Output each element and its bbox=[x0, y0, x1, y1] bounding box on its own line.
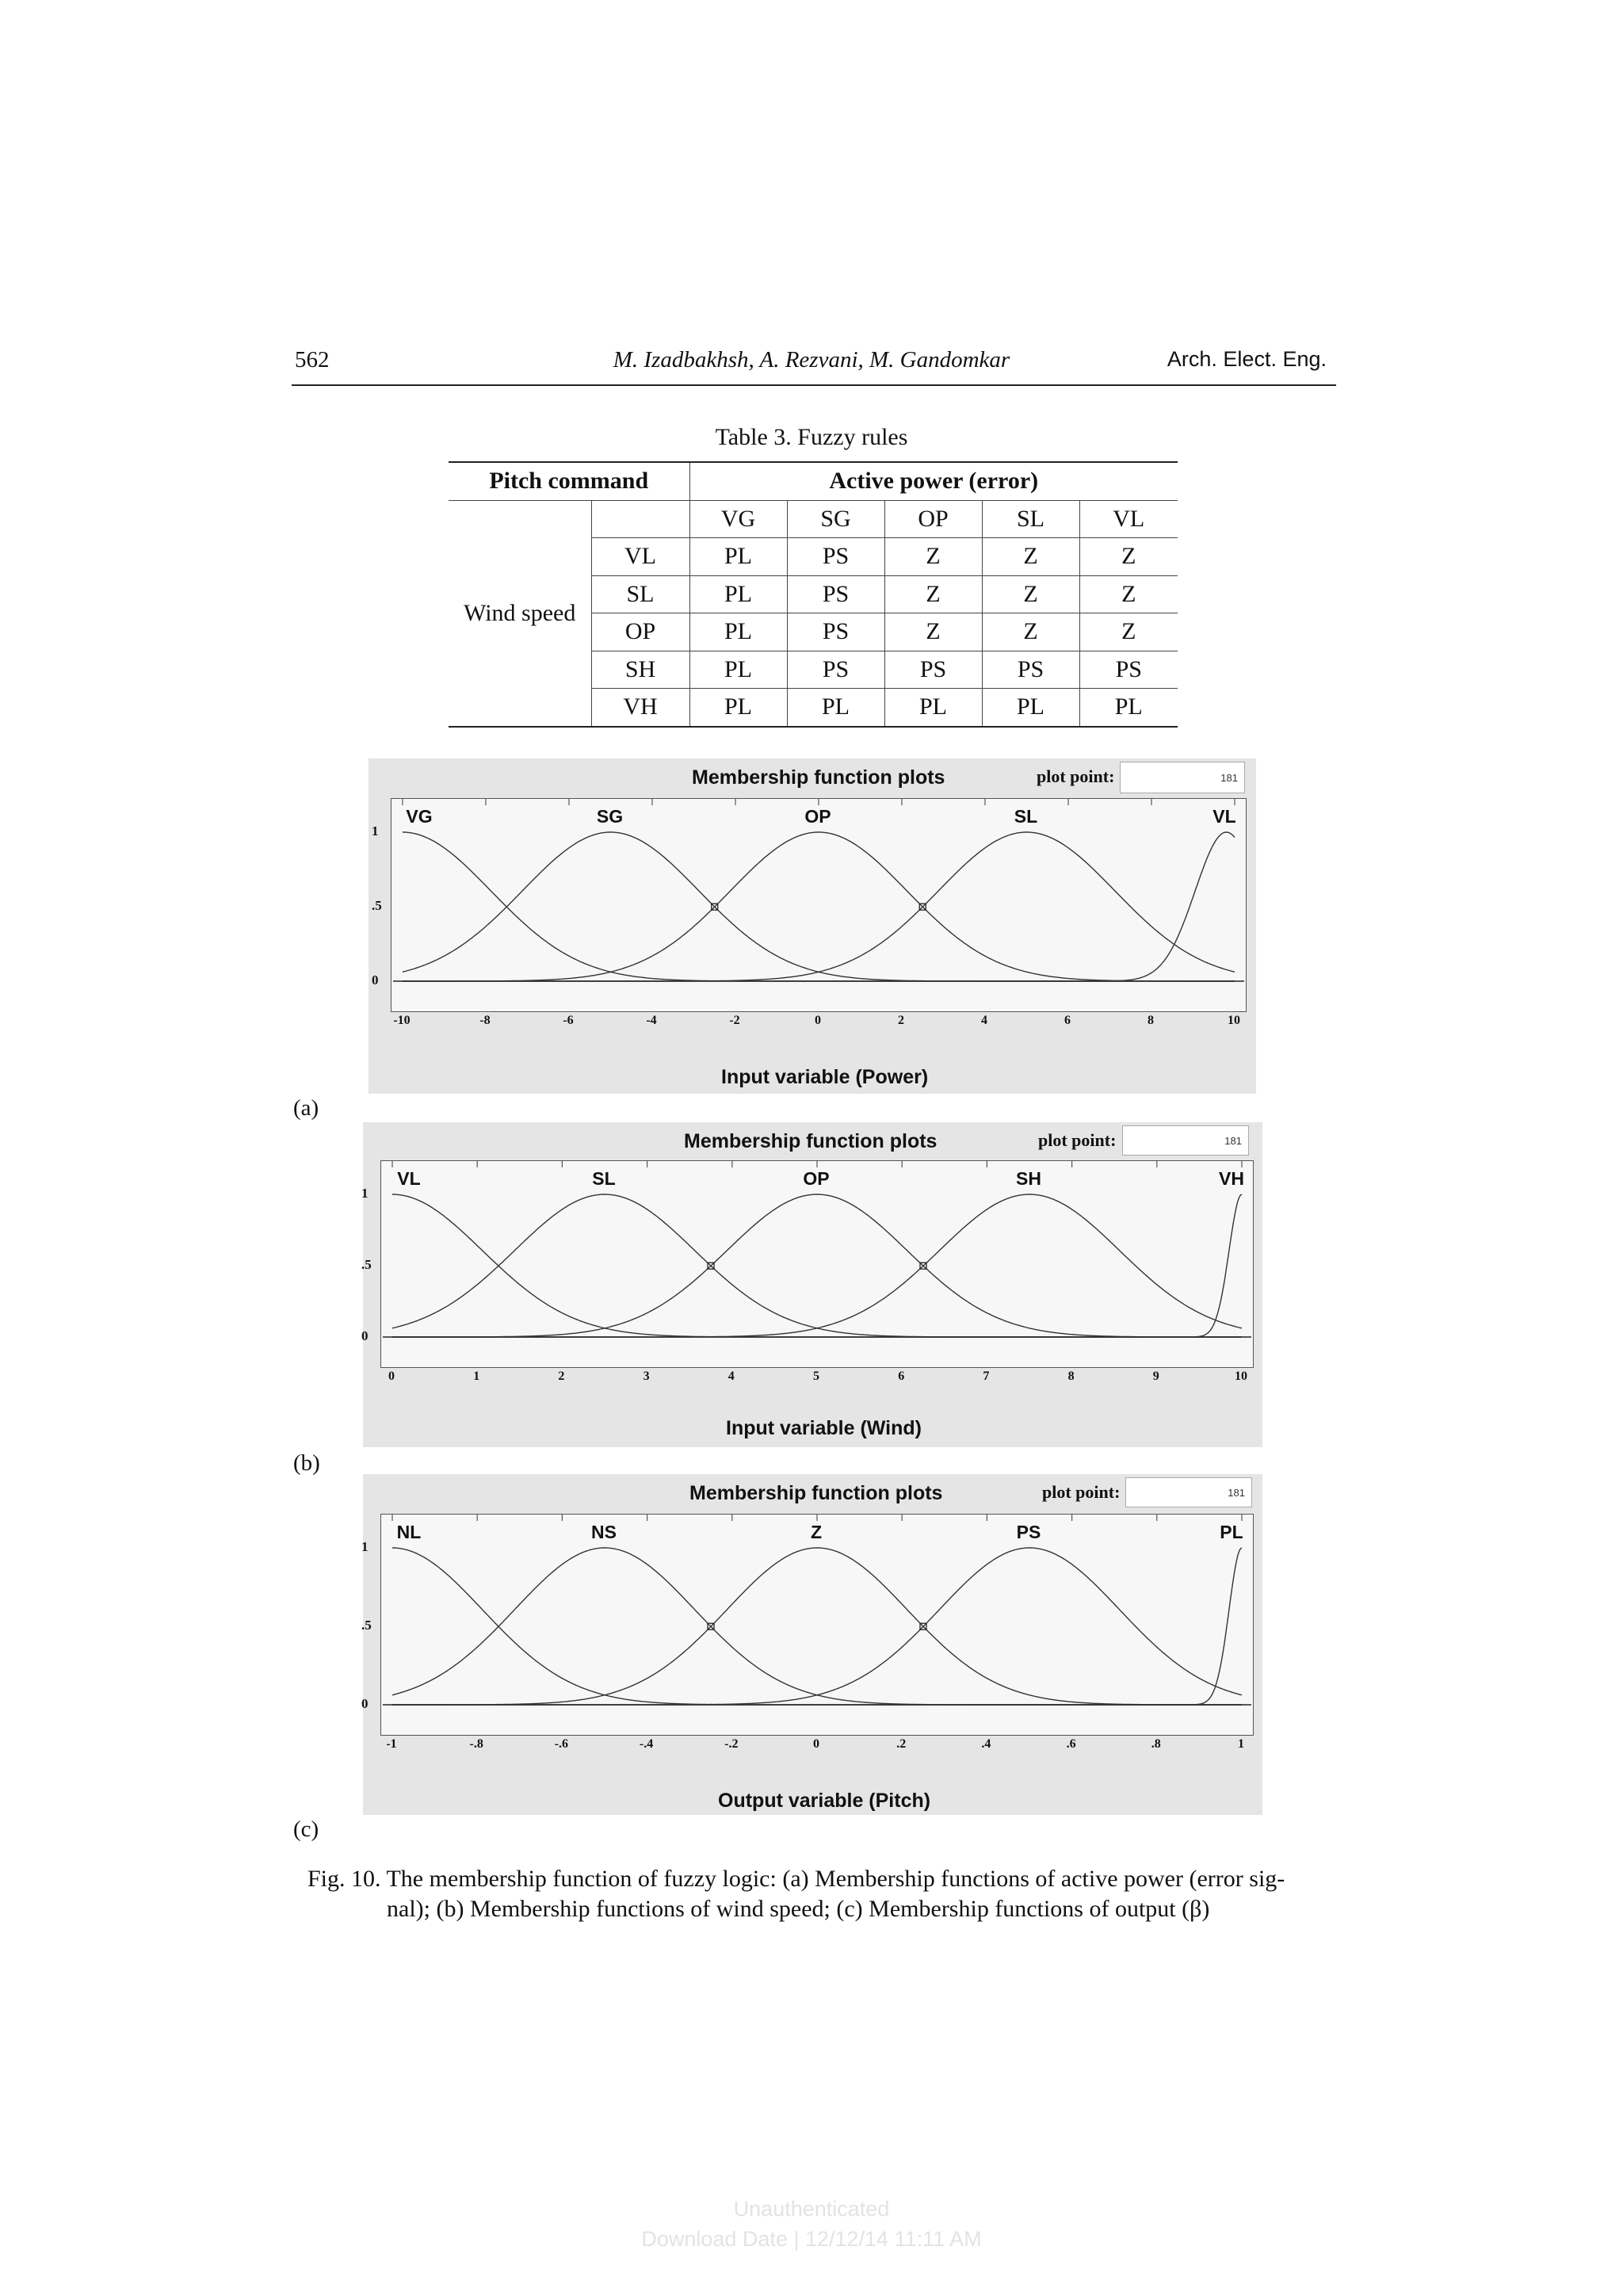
mf-panel-wind bbox=[363, 1122, 1262, 1447]
table-cell: PL bbox=[689, 689, 787, 727]
panel-title: Membership function plots bbox=[689, 1482, 943, 1504]
corner-header: Pitch command bbox=[449, 462, 689, 500]
column-header: VG bbox=[689, 500, 787, 538]
table-cell: PL bbox=[1079, 689, 1178, 727]
mf-label-vl: VL bbox=[397, 1168, 421, 1189]
mf-curves-svg bbox=[391, 799, 1246, 1011]
plot-area bbox=[380, 1514, 1254, 1736]
mf-curve-vh bbox=[392, 1194, 1242, 1337]
watermark-line: Download Date | 12/12/14 11:11 AM bbox=[641, 2227, 982, 2251]
table-cell: PS bbox=[884, 651, 982, 689]
mf-curve-sl bbox=[392, 1194, 1242, 1337]
mf-curve-sl bbox=[403, 832, 1235, 981]
watermark-line: Unauthenticated bbox=[733, 2197, 890, 2221]
table-cell: PL bbox=[689, 651, 787, 689]
mf-panel-pitch bbox=[363, 1474, 1262, 1815]
caption-line: nal); (b) Membership functions of wind speed; (c) Membership functions of output (β) bbox=[387, 1896, 1210, 1922]
mf-curve-vl bbox=[403, 832, 1235, 981]
x-tick-label: 10 bbox=[1228, 1014, 1240, 1027]
column-header: OP bbox=[884, 500, 982, 538]
x-tick-label: 5 bbox=[813, 1370, 819, 1383]
table-cell: PS bbox=[787, 538, 884, 576]
x-tick-label: 9 bbox=[1152, 1370, 1159, 1383]
row-label: OP bbox=[591, 613, 689, 651]
x-tick-label: 6 bbox=[1064, 1014, 1071, 1027]
table-cell: PS bbox=[1079, 651, 1178, 689]
table-cell: Z bbox=[982, 538, 1079, 576]
panel-title: Membership function plots bbox=[692, 766, 945, 789]
x-tick-label: 7 bbox=[983, 1370, 990, 1383]
table-cell: Z bbox=[884, 575, 982, 613]
x-tick-label: -10 bbox=[393, 1014, 411, 1027]
y-tick-label: .5 bbox=[361, 1618, 372, 1633]
mf-label-op: OP bbox=[804, 806, 831, 827]
plot-point-field[interactable]: 181 bbox=[1122, 1125, 1249, 1156]
running-authors: M. Izadbakhsh, A. Rezvani, M. Gandomkar bbox=[613, 347, 1010, 372]
table-cell: Z bbox=[982, 613, 1079, 651]
x-tick-label: .2 bbox=[896, 1737, 907, 1751]
x-tick-label: -.6 bbox=[554, 1737, 569, 1751]
empty-cell bbox=[591, 500, 689, 538]
column-header: SG bbox=[787, 500, 884, 538]
x-tick-label: -8 bbox=[479, 1014, 491, 1027]
mf-curves-svg bbox=[381, 1515, 1253, 1735]
mf-label-sh: SH bbox=[1016, 1168, 1041, 1189]
table-cell: PS bbox=[787, 613, 884, 651]
x-tick-label: -.8 bbox=[469, 1737, 483, 1751]
table-cell: Z bbox=[982, 575, 1079, 613]
plot-point-label: plot point: bbox=[1037, 766, 1115, 786]
plot-area bbox=[391, 798, 1247, 1012]
table-cell: PL bbox=[689, 613, 787, 651]
x-tick-label: 8 bbox=[1067, 1370, 1075, 1383]
x-tick-label: 1 bbox=[1238, 1737, 1244, 1751]
x-tick-label: 1 bbox=[473, 1370, 480, 1383]
table-title: Table 3. Fuzzy rules bbox=[715, 424, 908, 450]
figure-caption bbox=[307, 1864, 1338, 1924]
table-cell: PS bbox=[787, 651, 884, 689]
mf-curve-z bbox=[392, 1548, 1242, 1705]
mf-curve-vg bbox=[403, 832, 1235, 981]
mf-label-sl: SL bbox=[1014, 806, 1038, 827]
mf-label-pl: PL bbox=[1220, 1522, 1243, 1542]
table-cell: PS bbox=[787, 575, 884, 613]
x-tick-label: -.4 bbox=[639, 1737, 654, 1751]
mf-label-vl: VL bbox=[1212, 806, 1236, 827]
mf-curve-pl bbox=[392, 1548, 1242, 1705]
y-tick-label: .5 bbox=[372, 898, 382, 913]
mf-curve-op bbox=[392, 1194, 1242, 1337]
mf-panel-power bbox=[369, 758, 1256, 1094]
mf-label-vh: VH bbox=[1219, 1168, 1244, 1189]
table-cell: Z bbox=[1079, 538, 1178, 576]
x-tick-label: 4 bbox=[981, 1014, 987, 1027]
x-tick-label: 2 bbox=[898, 1014, 904, 1027]
table-cell: PL bbox=[884, 689, 982, 727]
y-tick-label: 0 bbox=[372, 972, 379, 988]
header-rule bbox=[292, 384, 1336, 386]
plot-point-field[interactable]: 181 bbox=[1120, 762, 1245, 793]
x-tick-label: -2 bbox=[729, 1014, 740, 1027]
mf-curve-ns bbox=[392, 1548, 1242, 1705]
plot-point-label: plot point: bbox=[1042, 1482, 1121, 1502]
x-tick-label: 0 bbox=[813, 1737, 819, 1751]
mf-curve-vl bbox=[392, 1194, 1242, 1337]
mf-label-nl: NL bbox=[396, 1522, 422, 1542]
x-tick-label: .6 bbox=[1066, 1737, 1076, 1751]
plot-point-field[interactable]: 181 bbox=[1125, 1477, 1252, 1507]
x-axis-label: Output variable (Pitch) bbox=[718, 1790, 931, 1812]
mf-curve-op bbox=[403, 832, 1235, 981]
y-tick-label: .5 bbox=[361, 1257, 372, 1272]
subfigure-label: (b) bbox=[293, 1450, 320, 1476]
table-cell: Z bbox=[884, 613, 982, 651]
table-cell: Z bbox=[1079, 613, 1178, 651]
row-label: SH bbox=[591, 651, 689, 689]
download-watermark bbox=[0, 2194, 1623, 2254]
x-tick-label: -.2 bbox=[724, 1737, 739, 1751]
x-tick-label: 6 bbox=[898, 1370, 905, 1383]
row-label: SL bbox=[591, 575, 689, 613]
y-tick-label: 1 bbox=[372, 823, 379, 839]
journal-name: Arch. Elect. Eng. bbox=[1167, 347, 1327, 371]
caption-line: Fig. 10. The membership function of fuzzy logic: (a) Membership functions of active power (error sig- bbox=[307, 1866, 1285, 1892]
table-cell: PL bbox=[982, 689, 1079, 727]
column-header: VL bbox=[1079, 500, 1178, 538]
column-group-header: Active power (error) bbox=[689, 462, 1178, 500]
x-tick-label: 0 bbox=[388, 1370, 395, 1383]
x-tick-label: 3 bbox=[643, 1370, 650, 1383]
y-tick-label: 0 bbox=[361, 1696, 369, 1711]
mf-label-op: OP bbox=[803, 1168, 830, 1189]
mf-label-ps: PS bbox=[1016, 1522, 1041, 1542]
table-cell: PL bbox=[689, 575, 787, 613]
subfigure-label: (a) bbox=[293, 1095, 319, 1121]
mf-curves-svg bbox=[381, 1161, 1253, 1367]
table-cell: PL bbox=[689, 538, 787, 576]
x-tick-label: .8 bbox=[1151, 1737, 1161, 1751]
mf-label-z: Z bbox=[810, 1522, 823, 1542]
x-tick-label: .4 bbox=[981, 1737, 991, 1751]
table-cell: Z bbox=[1079, 575, 1178, 613]
fuzzy-rules-table bbox=[449, 461, 1178, 728]
row-group-header: Wind speed bbox=[449, 500, 591, 727]
x-tick-label: 0 bbox=[815, 1014, 821, 1027]
mf-curve-sg bbox=[403, 832, 1235, 981]
x-tick-label: -6 bbox=[563, 1014, 574, 1027]
x-axis-label: Input variable (Wind) bbox=[726, 1417, 922, 1439]
table-cell: Z bbox=[884, 538, 982, 576]
x-tick-label: 10 bbox=[1235, 1370, 1247, 1383]
table-cell: PL bbox=[787, 689, 884, 727]
mf-curve-sh bbox=[392, 1194, 1242, 1337]
panel-title: Membership function plots bbox=[684, 1130, 938, 1152]
row-label: VH bbox=[591, 689, 689, 727]
row-label: VL bbox=[591, 538, 689, 576]
mf-label-vg: VG bbox=[406, 806, 433, 827]
x-tick-label: 4 bbox=[727, 1370, 735, 1383]
plot-area bbox=[380, 1160, 1254, 1368]
x-tick-label: -1 bbox=[386, 1737, 397, 1751]
mf-label-ns: NS bbox=[591, 1522, 617, 1542]
mf-label-sl: SL bbox=[592, 1168, 616, 1189]
y-tick-label: 1 bbox=[361, 1186, 369, 1201]
x-axis-label: Input variable (Power) bbox=[721, 1066, 929, 1088]
column-header: SL bbox=[982, 500, 1079, 538]
mf-curve-ps bbox=[392, 1548, 1242, 1705]
x-tick-label: 2 bbox=[558, 1370, 565, 1383]
y-tick-label: 0 bbox=[361, 1328, 369, 1343]
x-tick-label: -4 bbox=[646, 1014, 657, 1027]
plot-point-label: plot point: bbox=[1038, 1130, 1117, 1150]
page-number: 562 bbox=[295, 347, 330, 372]
subfigure-label: (c) bbox=[293, 1817, 319, 1842]
table-cell: PS bbox=[982, 651, 1079, 689]
x-tick-label: 8 bbox=[1148, 1014, 1154, 1027]
y-tick-label: 1 bbox=[361, 1539, 369, 1554]
mf-label-sg: SG bbox=[596, 806, 624, 827]
mf-curve-nl bbox=[392, 1548, 1242, 1705]
